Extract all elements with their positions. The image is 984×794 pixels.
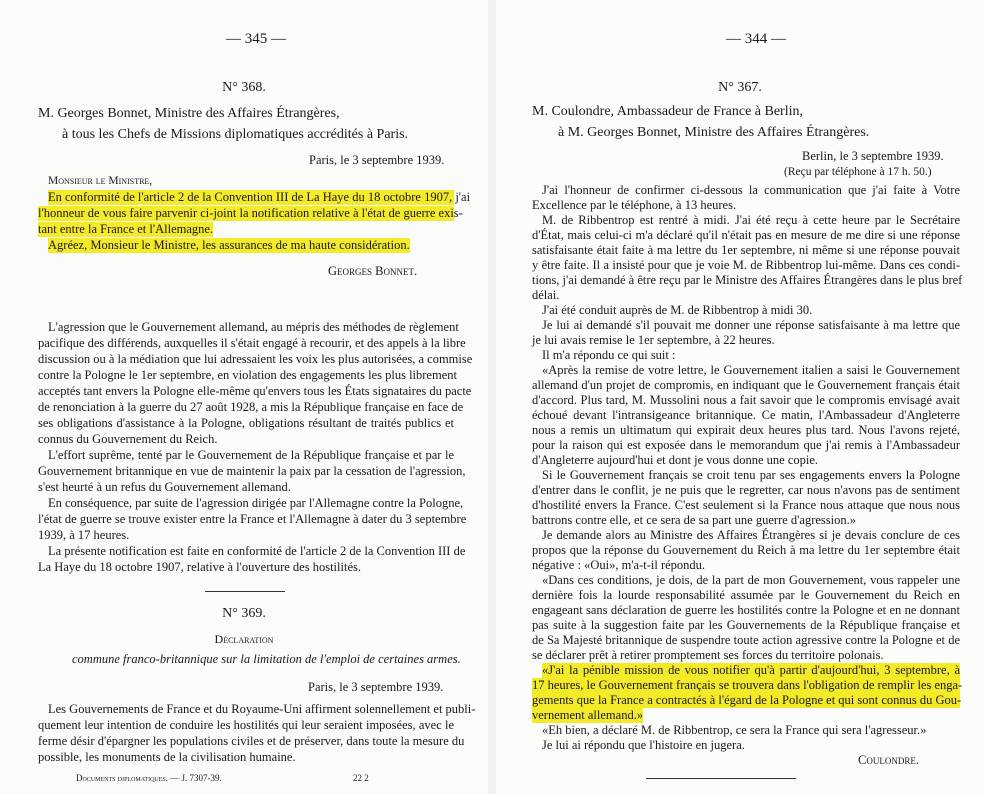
- body-line: dernière fois la lourde responsabilité assumée par le Gouvernement du Reich en: [532, 588, 960, 602]
- body-line: d'entrer dans le conflit, je ne puis que le regretter, car nous n'avons pas de sentiment: [532, 483, 960, 497]
- notification-line: s'est heurté à un refus du Gouvernement allemand.: [38, 480, 291, 494]
- body-line: y être faite. Il a insisté pour que je voie M. de Ribbentrop lui-même. Dans ces condi-: [532, 258, 960, 272]
- notification-line: discussion ou à la médiation que lui adressaient les voix les plus autorisées, a commise: [38, 352, 473, 366]
- body-line: Je lui ai demandé s'il pouvait me donner une réponse satisfaisante à ma lettre que: [542, 318, 960, 332]
- notification-line: L'effort suprême, tenté par le Gouvernement de la République française et par le: [48, 448, 454, 462]
- doc-367-signature: Coulondre.: [858, 753, 919, 767]
- doc-368-dateline: Paris, le 3 septembre 1939.: [309, 153, 445, 167]
- body-line: pas suite à la suggestion faite par les Gouvernements de la République française et: [532, 618, 960, 632]
- doc-367-received: (Reçu par téléphone à 17 h. 50.): [784, 166, 932, 178]
- doc-369-line: Les Gouvernements de France et du Royaume-Uni affirment solennellement et publi-: [48, 702, 476, 716]
- body-line-highlighted: gements que la France a contractés à l'égard de la Pologne et qui sont connus du Gou-: [532, 693, 962, 707]
- body-line: d'hostilité envers la France. C'est seulement si la France nous attaque que nous nous: [532, 498, 960, 512]
- doc-368-line-4: Agréez, Monsieur le Ministre, les assurances de ma haute considération.: [48, 238, 410, 252]
- doc-368-line-3: tant entre la France et l'Allemagne.: [38, 222, 214, 236]
- notification-line: La présente notification est faite en conformité de l'article 2 de la Convention III de: [48, 544, 466, 558]
- body-line-highlighted: 17 heures, le Gouvernement français se trouvera dans l'obligation de remplir les enga-: [532, 678, 963, 692]
- doc-369-line: quement leur intention de conduire les hostilités qui leur seraient imposées, avec le: [38, 718, 454, 732]
- doc-368-line-1: En conformité de l'article 2 de la Convention III de La Haye du 18 octobre 1907, j'ai: [48, 190, 471, 204]
- doc-368-sender: M. Georges Bonnet, Ministre des Affaires Étrangères,: [38, 106, 340, 121]
- body-line: Je demande alors au Ministre des Affaires Étrangères si je devais conclure de ces: [542, 528, 960, 542]
- doc-368-signature: Georges Bonnet.: [328, 264, 418, 278]
- notification-line: pacifique des différends, auxquelles il s'était engagé à recourir, et des appels à la libre: [38, 336, 466, 350]
- doc-369-heading: Déclaration: [214, 632, 274, 646]
- notification-line: 1939, à 17 heures.: [38, 528, 130, 542]
- notification-line: En conséquence, par suite de l'agression dirigée par l'Allemagne contre la Pologne,: [48, 496, 464, 510]
- notification-line: contre la Pologne le 1er septembre, en violation des engagements les plus librement: [38, 368, 457, 382]
- doc-368-recipient: à tous les Chefs de Missions diplomatiques accrédités à Paris.: [62, 127, 409, 142]
- body-line-highlighted: vernement allemand.»: [532, 708, 644, 722]
- notification-line: L'agression que le Gouvernement allemand, au mépris des méthodes de règlement: [48, 320, 459, 334]
- body-line: se déclarer prêt à retirer promptement ses forces du territoire polonais.: [532, 648, 884, 662]
- body-line: Je lui ai répondu que l'histoire en jugera.: [542, 738, 745, 752]
- right-page: [496, 0, 984, 794]
- notification-line: La Haye du 18 octobre 1907, relative à l'ouverture des hostilités.: [38, 560, 361, 574]
- section-divider: [205, 591, 285, 592]
- body-line: allemand d'un projet de compromis, en indiquant que le Gouvernement français était: [532, 378, 960, 392]
- notification-line: connus du Gouvernement du Reich.: [38, 432, 218, 446]
- body-line: je lui avais remise le 1er septembre, à 22 heures.: [532, 333, 775, 347]
- body-line: échoué devant l'intransigeance britannique. Ce matin, l'Ambassadeur d'Angleterre: [532, 408, 960, 422]
- body-line: Il m'a répondu ce qui suit :: [542, 348, 676, 362]
- body-line: propos que la réponse du Gouvernement du Reich à ma lettre du 1er septembre était: [532, 543, 960, 557]
- body-line: négative : «Oui», m'a-t-il répondu.: [532, 558, 706, 572]
- section-divider: [646, 778, 796, 779]
- body-line: engageant sans déclaration de guerre les hostilités contre la Pologne et en ne donnant: [532, 603, 960, 617]
- doc-367-number: N° 367.: [718, 80, 762, 95]
- notification-line: de renonciation à la guerre du 27 août 1928, a mis la République française en face de: [38, 400, 464, 414]
- doc-367-recipient: à M. Georges Bonnet, Ministre des Affaires Étrangères.: [558, 125, 870, 140]
- body-line: «Eh bien, a déclaré M. de Ribbentrop, ce sera la France qui sera l'agresseur.»: [542, 723, 927, 737]
- doc-369-subheading: commune franco-britannique sur la limitation de l'emploi de certaines armes.: [72, 652, 461, 666]
- body-line: J'ai été conduit auprès de M. de Ribbentrop à midi 30.: [542, 303, 813, 317]
- body-line: Si le Gouvernement français se croit tenu par ses engagements envers la Pologne: [542, 468, 960, 482]
- body-line: «Dans ces conditions, je dois, de la part de mon Gouvernement, vous rappeler une: [542, 573, 960, 587]
- left-page: [0, 0, 488, 794]
- body-line: M. de Ribbentrop est rentré à midi. J'ai été reçu à cette heure par le Secrétaire: [542, 213, 960, 227]
- body-line: J'ai l'honneur de confirmer ci-dessous la communication que j'ai faite à Votre: [542, 183, 960, 197]
- notification-line: Gouvernement britannique en vue de maintenir la paix par la cessation de l'agression,: [38, 464, 466, 478]
- doc-368-salutation: Monsieur le Ministre,: [48, 175, 153, 187]
- body-line: nous a remis un ultimatum qui expirait deux heures plus tard. Nous l'avons rejeté,: [532, 423, 960, 437]
- notification-line: acceptés tant envers la Pologne elle-même qu'envers tous les États signataires du pacte: [38, 384, 472, 398]
- doc-367-sender: M. Coulondre, Ambassadeur de France à Berlin,: [532, 104, 803, 119]
- body-line-highlighted: «J'ai la pénible mission de vous notifier qu'à partir d'aujourd'hui, 3 septembre, à: [542, 663, 960, 677]
- body-line: Excellence par le téléphone, à 13 heures.: [532, 198, 737, 212]
- body-line: pour la raison qui est exposée dans le memorandum que j'ai remis à l'Ambassadeur: [532, 438, 960, 452]
- page-number: — 345 —: [226, 31, 286, 47]
- doc-367-dateline: Berlin, le 3 septembre 1939.: [802, 149, 944, 163]
- doc-369-number: N° 369.: [222, 606, 266, 621]
- body-line: délai.: [532, 288, 560, 302]
- footer-signature: 22 2: [353, 773, 369, 783]
- notification-line: ses obligations d'assistance à la Pologne, obligations résultant de traités publics et: [38, 416, 454, 430]
- body-line: de Sa Majesté britannique de suspendre toute action agressive contre la Pologne et de: [532, 633, 960, 647]
- body-line: battrons contre elle, et ce sera de sa part une guerre d'agression.»: [532, 513, 856, 527]
- body-line: «Après la remise de votre lettre, le Gouvernement italien a saisi le Gouvernement: [542, 363, 960, 377]
- body-line: satisfaisante était faite à ma lettre du 1er septembre, ni même si une réponse pouvait: [532, 243, 960, 257]
- doc-369-line: possible, les monuments de la civilisation humaine.: [38, 750, 296, 764]
- page-number: — 344 —: [726, 31, 786, 47]
- notification-line: l'état de guerre se trouve exister entre la France et l'Allemagne à dater du 3 septembre: [38, 512, 467, 526]
- doc-368-line-2: l'honneur de vous faire parvenir ci-joint la notification relative à l'état de guerre exis-: [38, 206, 463, 220]
- body-line: tions, j'ai demandé à être reçu par le Ministre des Affaires Étrangères dans le plus bref: [532, 273, 963, 287]
- gutter: [488, 0, 496, 794]
- doc-369-line: ferme désir d'épargner les populations civiles et de préserver, dans toute la mesure du: [38, 734, 465, 748]
- doc-368-number: N° 368.: [222, 80, 266, 95]
- body-line: d'accord. Plus tard, M. Mussolini nous a fait savoir que le compromis envisagé avait: [532, 393, 960, 407]
- body-line: d'Angleterre aujourd'hui et dont je vous donne une copie.: [532, 453, 819, 467]
- body-line: d'État, mais celui-ci m'a déclaré qu'il n'était pas en mesure de me dire si une réponse: [532, 228, 960, 242]
- doc-369-dateline: Paris, le 3 septembre 1939.: [308, 680, 444, 694]
- footer-reference: Documents diplomatiques. — J. 7307-39.: [76, 773, 222, 783]
